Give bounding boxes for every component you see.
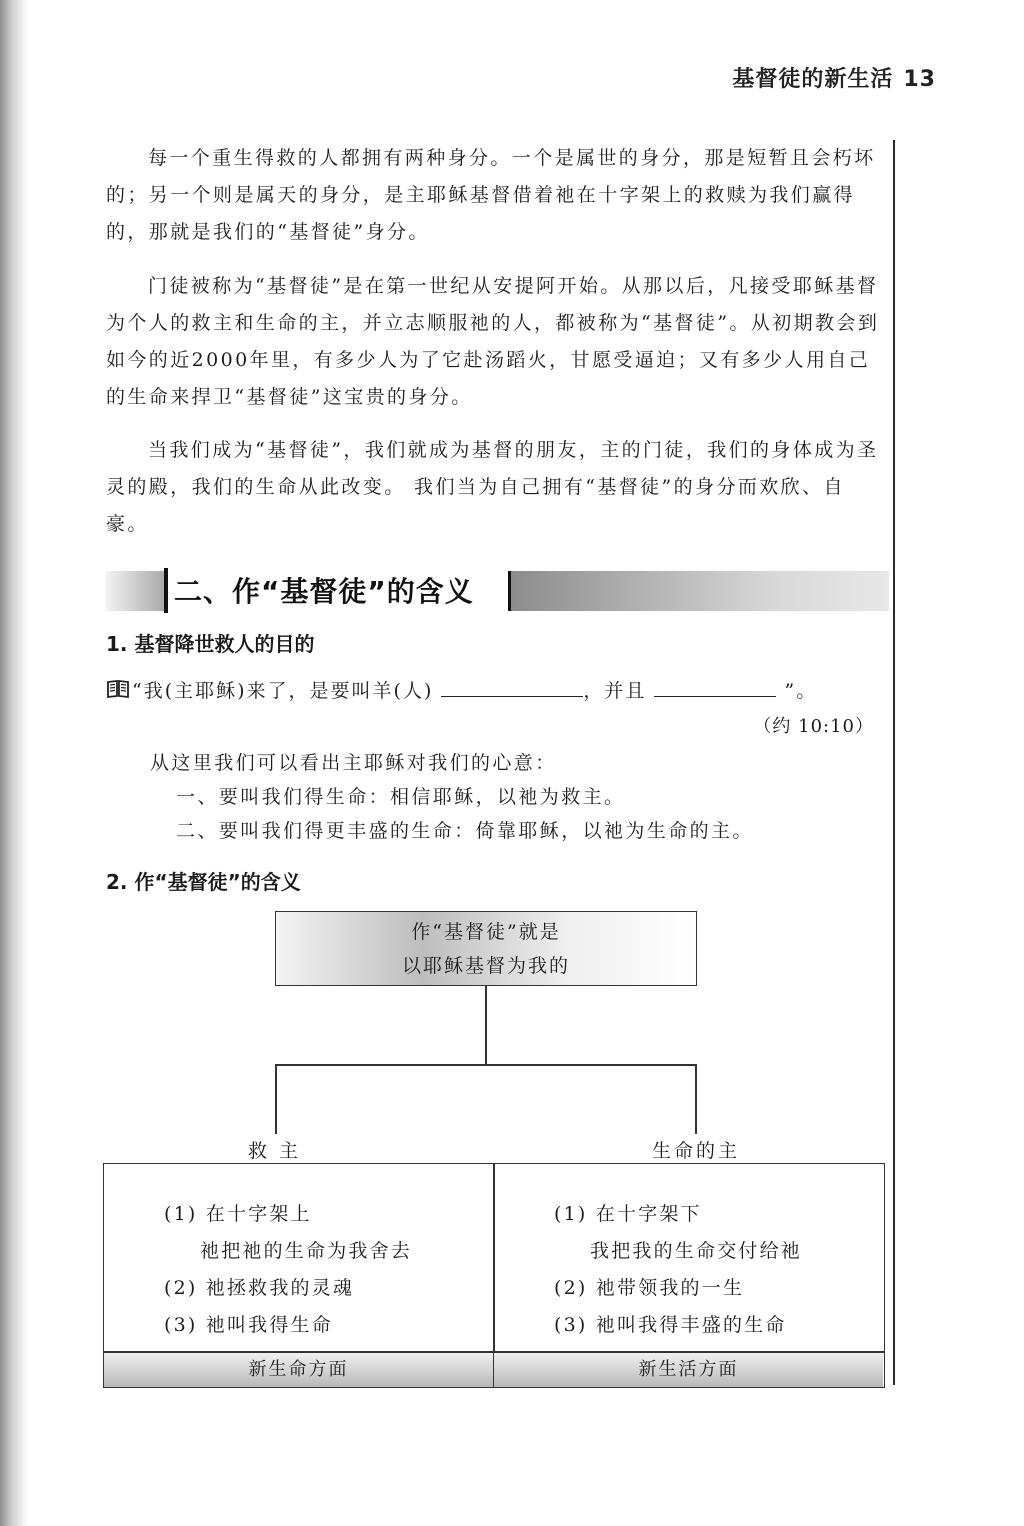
right-item-1-cont: 我把我的生命交付给祂 bbox=[590, 1240, 803, 1262]
margin-rule bbox=[893, 140, 895, 1385]
left-footer: 新生命方面 bbox=[104, 1353, 493, 1387]
section-header-left-band bbox=[106, 571, 164, 611]
right-item-2: (2) 祂带领我的一生 bbox=[554, 1277, 745, 1299]
paragraph-3: 当我们成为“基督徒”，我们就成为基督的朋友，主的门徒，我们的身体成为圣灵的殿，我们的生命从此改变。 我们当为自己拥有“基督徒”的身分而欢欣、自豪。 bbox=[106, 439, 879, 535]
left-column bbox=[164, 1196, 412, 1344]
verse-reference: （约 10:10） bbox=[753, 716, 874, 737]
section-header-divider bbox=[164, 568, 168, 613]
left-item-2: (2) 祂拯救我的灵魂 bbox=[164, 1277, 355, 1299]
left-item-3: (3) 祂叫我得生命 bbox=[164, 1314, 333, 1336]
page-edge-shadow bbox=[0, 0, 30, 1526]
paragraph-2: 门徒被称为“基督徒”是在第一世纪从安提阿开始。从那以后，凡接受耶稣基督为个人的救主和生命的主，并立志顺服祂的人，都被称为“基督徒”。从初期教会到如今的近2000年里，有多少人为了它赴汤蹈火，甘愿受逼迫；又有多少人用自己的生命来捍卫“基督徒”这宝贵的身分。 bbox=[106, 275, 880, 408]
box-line-1: 作“基督徒”就是 bbox=[411, 921, 561, 943]
verse-text-2: ，并且 bbox=[583, 680, 647, 702]
left-item-1-cont: 祂把祂的生命为我舍去 bbox=[200, 1240, 413, 1262]
subheading-1: 1. 基督降世救人的目的 bbox=[106, 632, 315, 656]
blank-1[interactable] bbox=[441, 676, 583, 697]
page-number: 13 bbox=[903, 67, 936, 92]
tree-left-leg bbox=[275, 1064, 277, 1134]
verse-text-1: “我(主耶稣)来了，是要叫羊(人) bbox=[132, 680, 434, 702]
tree-stem bbox=[485, 985, 487, 1065]
section-header bbox=[106, 568, 886, 613]
intro-line: 从这里我们可以看出主耶稣对我们的心意： bbox=[150, 752, 557, 774]
label-savior: 救 主 bbox=[248, 1140, 302, 1162]
section-title: 二、作“基督徒”的含义 bbox=[174, 575, 474, 608]
running-head-title: 基督徒的新生活 bbox=[732, 67, 894, 92]
verse-text-3: ”。 bbox=[784, 680, 818, 702]
diagram-top-box bbox=[275, 911, 697, 986]
verse-fill-in bbox=[106, 676, 886, 706]
right-item-3: (3) 祂叫我得丰盛的生命 bbox=[554, 1314, 787, 1336]
left-item-1: (1) 在十字架上 bbox=[164, 1203, 312, 1225]
running-head bbox=[732, 62, 936, 93]
right-item-1: (1) 在十字架下 bbox=[554, 1203, 702, 1225]
label-lord-of-life: 生命的主 bbox=[652, 1140, 741, 1162]
blank-2[interactable] bbox=[654, 676, 776, 697]
book-icon bbox=[106, 679, 130, 704]
right-column bbox=[554, 1196, 802, 1344]
box-line-2: 以耶稣基督为我的 bbox=[401, 955, 570, 977]
right-footer: 新生活方面 bbox=[494, 1353, 883, 1387]
tree-right-leg bbox=[695, 1064, 697, 1134]
point-2: 二、要叫我们得更丰盛的生命：倚靠耶稣，以祂为生命的主。 bbox=[176, 820, 754, 842]
tree-branch bbox=[275, 1064, 696, 1066]
subheading-2: 2. 作“基督徒”的含义 bbox=[106, 870, 301, 894]
point-1: 一、要叫我们得生命：相信耶稣，以祂为救主。 bbox=[176, 786, 626, 808]
comparison-table bbox=[103, 1163, 885, 1388]
paragraph-1: 每一个重生得救的人都拥有两种身分。一个是属世的身分，那是短暂且会朽坏的；另一个则是属天的身分，是主耶稣基督借着祂在十字架上的救赎为我们赢得的，那就是我们的“基督徒”身分。 bbox=[106, 147, 876, 243]
section-header-right-band bbox=[508, 571, 889, 611]
